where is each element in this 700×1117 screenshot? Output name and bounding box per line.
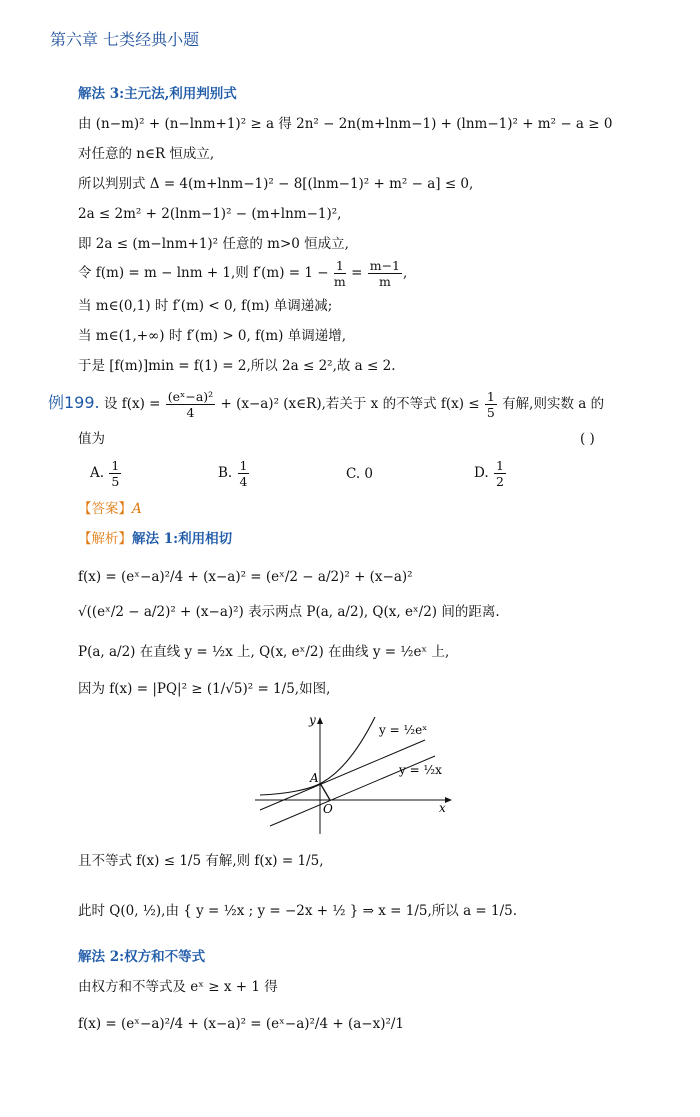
y-axis-arrow (317, 717, 323, 724)
option-c: C. 0 (346, 466, 374, 482)
analysis-header (78, 530, 232, 548)
curve-label: y = ½eˣ (379, 723, 428, 737)
analysis-label: 【解析】 (78, 531, 132, 547)
method3-line-6: 令 f(m) = m − lnm + 1,则 f′(m) = 1 − $\frac{1}{m}$ = $\frac{m-1}{m}$ , (78, 258, 408, 289)
option-b: B. $\frac{1}{4}$ (218, 458, 248, 489)
analysis-step-6: 此时 Q(0, ½),由 { y = ½x ; y = −2x + ½ } ⇒ x = 1/5,所以 a = 1/5. (78, 903, 518, 919)
analysis-step-8: f(x) = (eˣ−a)²/4 + (x−a)² = (eˣ−a)²/4 + (a−x)²/1 (78, 1016, 405, 1032)
analysis-step-5: 且不等式 f(x) ≤ 1/5 有解,则 f(x) = 1/5, (78, 853, 324, 869)
option-a: A. $\frac{1}{5}$ (90, 458, 120, 489)
example-number: 例199. (48, 393, 100, 412)
answer-value: A (132, 501, 142, 517)
question-part-2: + (x−a)² (x∈R),若关于 x 的不等式 f(x) ≤ (220, 396, 480, 412)
fraction-m-1-over-m: $\frac{m-1}{m}$ (369, 258, 401, 289)
method3-line-8: 当 m∈(1,+∞) 时 f′(m) > 0, f(m) 单调递增, (78, 328, 347, 344)
analysis-step-4: 因为 f(x) = |PQ|² ≥ (1/√5)² = 1/5,如图, (78, 681, 331, 697)
analysis-step-3: P(a, a/2) 在直线 y = ½x 上, Q(x, eˣ/2) 在曲线 y = ½eˣ 上, (78, 644, 450, 660)
line-label: y = ½x (399, 763, 442, 777)
method3-title: 解法 3:主元法,利用判别式 (78, 86, 237, 102)
fraction-1-over-m: $\frac{1}{m}$ (333, 258, 346, 289)
option-d: D. $\frac{1}{2}$ (474, 458, 504, 489)
method3-line-4: 2a ≤ 2m² + 2(lnm−1)² − (m+lnm−1)², (78, 206, 342, 222)
chapter-header: 第六章 七类经典小题 (50, 30, 200, 49)
method3-line-1: 由 (n−m)² + (n−lnm+1)² ≥ a 得 2n² − 2n(m+lnm−1) + (lnm−1)² + m² − a ≥ 0 (78, 116, 613, 132)
method1-title: 解法 1:利用相切 (132, 531, 233, 547)
method2-title: 解法 2:权方和不等式 (78, 949, 206, 965)
x-axis-arrow (445, 797, 452, 803)
method3-line-7: 当 m∈(0,1) 时 f′(m) < 0, f(m) 单调递减; (78, 298, 333, 314)
question-part-1: 设 f(x) = (103, 396, 161, 412)
fraction-1-over-5: $\frac{1}{5}$ (486, 389, 495, 420)
fraction-ex-a-sq-over-4: $\frac{\text{(eˣ−a)²}}{4}$ (167, 389, 214, 420)
answer-line (78, 500, 142, 518)
question-part-3: 有解,则实数 a 的 (502, 396, 605, 412)
y-axis-label: y (309, 713, 316, 727)
analysis-step-1: f(x) = (eˣ−a)²/4 + (x−a)² = (eˣ/2 − a/2)² + (x−a)² (78, 569, 413, 585)
analysis-step-7: 由权方和不等式及 eˣ ≥ x + 1 得 (78, 979, 278, 995)
tangent-graph (255, 712, 455, 836)
equals-sign: = (351, 265, 363, 281)
perpendicular-segment (320, 783, 330, 800)
question-line-2: 值为 (78, 431, 105, 447)
method3-line-9: 于是 [f(m)]min = f(1) = 2,所以 2a ≤ 2²,故 a ≤ 2. (78, 358, 396, 374)
origin-label: O (323, 802, 333, 816)
answer-label: 【答案】 (78, 501, 132, 517)
answer-blank: ( ) (580, 431, 595, 447)
example-question (48, 389, 604, 420)
analysis-step-2: √((eˣ/2 − a/2)² + (x−a)²) 表示两点 P(a, a/2), Q(x, eˣ/2) 间的距离. (78, 604, 500, 620)
point-a-label: A (310, 771, 319, 785)
method3-line-5: 即 2a ≤ (m−lnm+1)² 任意的 m>0 恒成立, (78, 236, 349, 252)
x-axis-label: x (439, 801, 446, 815)
line6-text: 令 f(m) = m − lnm + 1,则 f′(m) = 1 − (78, 265, 329, 281)
method3-line-2: 对任意的 n∈R 恒成立, (78, 146, 215, 162)
method3-line-3: 所以判别式 Δ = 4(m+lnm−1)² − 8[(lnm−1)² + m² − a] ≤ 0, (78, 176, 474, 192)
